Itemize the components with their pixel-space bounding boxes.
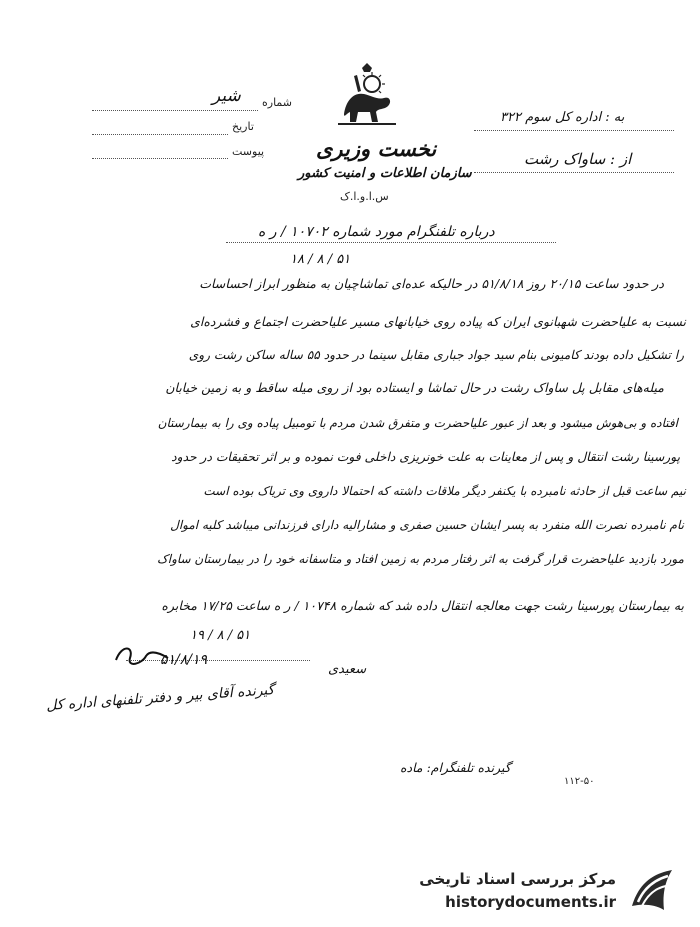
- number-value: شیر: [212, 86, 241, 106]
- date-dotted-line: [92, 134, 228, 135]
- watermark-title: مرکز بررسی اسناد تاریخی: [419, 870, 616, 888]
- subject-date: ۵۱ / ۸ / ۱۸: [290, 252, 351, 267]
- from-line: از : ساواک رشت: [524, 150, 632, 168]
- number-label: شماره: [262, 96, 293, 109]
- recipient-line: به : اداره کل سوم ۳۲۲: [500, 110, 625, 125]
- body-line-5: افتاده و بی‌هوش میشود و بعد از عبور علیاحضرت و متفرق شدن مردم با تومبیل پیاده وی را به بیمارستان: [157, 416, 678, 430]
- body-line-1: در حدود ساعت ۲۰/۱۵ روز ۵۱/۸/۱۸ در حالیکه عده‌ای تماشاچیان به منظور ابراز احساسات: [199, 276, 664, 291]
- body-line-7: نیم ساعت قبل از حادثه نامبرده با یکنفر دیگر ملاقات داشته که احتمالا داروی وی تریاک بوده است: [203, 484, 686, 498]
- body-line-2: نسبت به علیاحضرت شهبانوی ایران که پیاده روی خیابانهای مسیر علیاحضرت اجتماع و فشرده‌ای: [190, 314, 686, 329]
- date-label: تاریخ: [232, 120, 254, 133]
- from-dotted-line: [474, 172, 674, 173]
- attachment-label: پیوست: [232, 145, 265, 158]
- body-line-10: به بیمارستان پورسینا رشت جهت معالجه انتقال داده شد که شماره ۱۰۷۴۸ / ر ه ساعت ۱۷/۲۵ مخابره: [161, 598, 684, 613]
- body-line-3: را تشکیل داده بودند کامیونی بنام سید جواد جباری مقابل سینما در حدود ۵۵ ساله ساکن رشت روی: [188, 348, 684, 362]
- attachment-dotted-line: [92, 158, 228, 159]
- body-line-8: نام نامبرده نصرت الله منفرد به پسر ایشان حسین صفری و مشارالیه دارای فرزندانی میباشد کلیه اموال: [170, 518, 684, 532]
- subject-dotted-line: [226, 242, 556, 243]
- organization-code: س.ا.و.ا.ک: [340, 190, 389, 203]
- form-code: ۱۱۲-۵۰: [564, 776, 595, 787]
- ministry-title: نخست وزیری: [316, 136, 437, 161]
- watermark-url: historydocuments.ir: [445, 893, 616, 911]
- archive-watermark: [418, 862, 688, 918]
- body-line-9: مورد بازدید علیاحضرت قرار گرفت به اثر رفتار مردم به زمین افتاد و متاسفانه خود را در بیمارستان ساواک: [157, 552, 684, 566]
- lion-and-sun-crest-icon: [332, 62, 402, 132]
- footer-note: گیرنده تلفنگرام: ماده: [400, 760, 511, 775]
- signature-name: سعیدی: [328, 662, 367, 677]
- archive-logo-icon: [628, 866, 680, 914]
- recipient-annotation: گیرنده آقای بیر و دفتر تلفنهای اداره کل: [45, 682, 275, 714]
- body-line-4: میله‌های مقابل پل ساواک رشت در حال تماشا و ایستاده بود از روی میله ساقط و به زمین خیابان: [165, 380, 664, 395]
- body-date: ۵۱ / ۸ / ۱۹: [190, 628, 251, 643]
- body-line-6: پورسینا رشت انتقال و پس از معاینات به علت خونریزی داخلی فوت نموده و بر اثر تحقیقات در حدود: [171, 450, 680, 464]
- subject-text: درباره تلفنگرام مورد شماره ۱۰۷۰۲ / ر ه: [258, 224, 495, 240]
- recipient-dotted-line: [474, 130, 674, 131]
- organization-title: سازمان اطلاعات و امنیت کشور: [298, 166, 472, 181]
- number-dotted-line: [92, 110, 258, 111]
- signature-date: ۵۱/۸/۱۹: [160, 652, 208, 668]
